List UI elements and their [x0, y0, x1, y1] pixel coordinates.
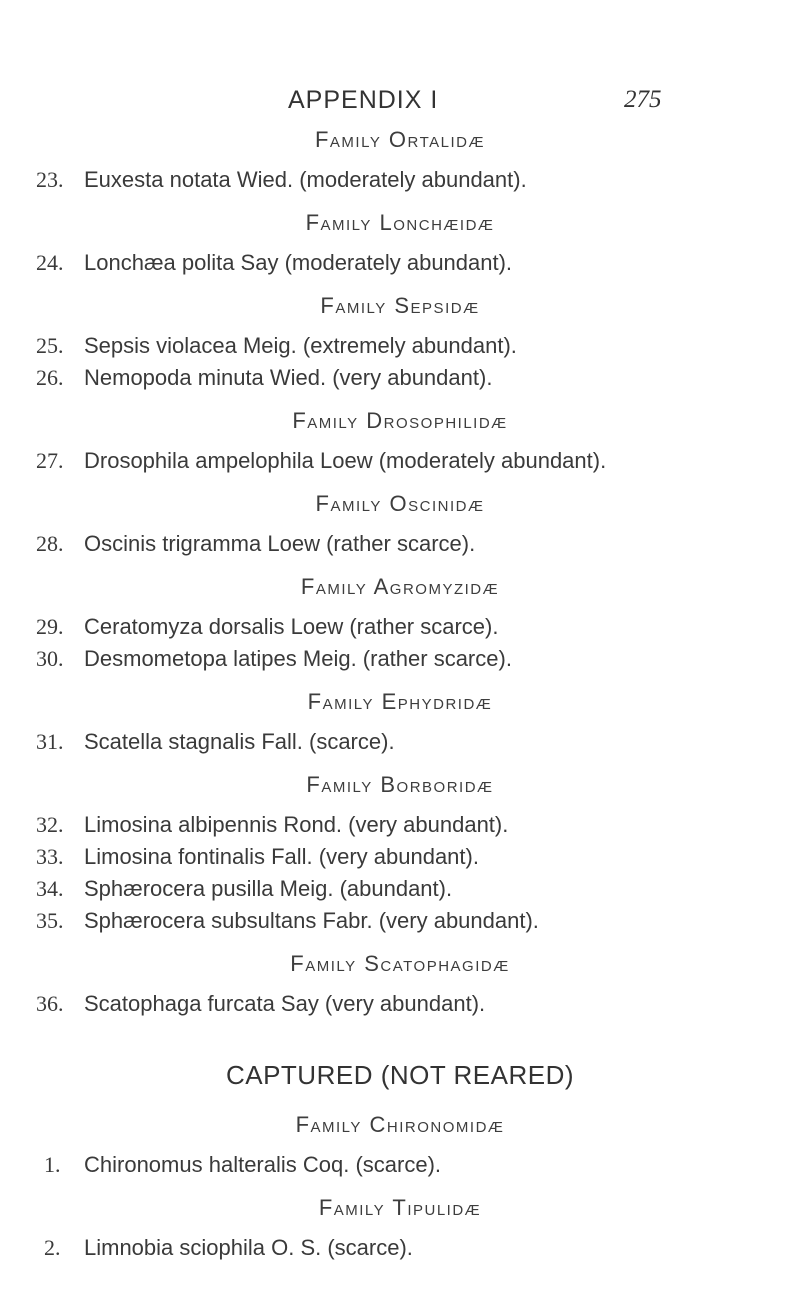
- species-entry: [36, 448, 606, 474]
- family-heading: Family Drosophilidæ: [292, 408, 508, 433]
- entry-number: 36.: [36, 991, 64, 1016]
- entry-text: Limnobia sciophila O. S. (scarce).: [84, 1235, 413, 1260]
- species-entry: [44, 1235, 413, 1261]
- entry-number: 35.: [36, 908, 64, 933]
- running-head: [0, 86, 800, 120]
- entry-number: 25.: [36, 333, 64, 358]
- entry-number: 1.: [44, 1152, 61, 1177]
- entry-number: 23.: [36, 167, 64, 192]
- section-heading: CAPTURED (NOT REARED): [225, 1060, 575, 1090]
- entry-text: Drosophila ampelophila Loew (moderately abundant).: [84, 448, 607, 473]
- family-heading: Family Ephydridæ: [307, 689, 493, 714]
- entry-text: Lonchæa polita Say (moderately abundant).: [84, 250, 513, 275]
- species-entry: [36, 729, 395, 755]
- family-heading: Family Chironomidæ: [295, 1112, 505, 1137]
- species-entry: [36, 531, 475, 557]
- species-entry: [44, 1152, 441, 1178]
- family-heading: Family Scatophagidæ: [290, 951, 510, 976]
- species-entry: [36, 333, 517, 359]
- species-entry: [36, 844, 479, 870]
- running-head-title: APPENDIX I: [288, 86, 439, 114]
- species-entry: [36, 876, 452, 902]
- entry-number: 29.: [36, 614, 64, 639]
- species-entry: [36, 167, 527, 193]
- entry-text: Ceratomyza dorsalis Loew (rather scarce).: [84, 614, 499, 639]
- entry-text: Nemopoda minuta Wied. (very abundant).: [84, 365, 493, 390]
- species-entry: [36, 250, 512, 276]
- page-number: 275: [624, 86, 662, 113]
- species-entry: [36, 646, 512, 672]
- family-heading: Family Tipulidæ: [318, 1195, 482, 1220]
- entry-text: Limosina fontinalis Fall. (very abundant).: [84, 844, 479, 869]
- entry-text: Sepsis violacea Meig. (extremely abundant).: [84, 333, 517, 358]
- entry-number: 33.: [36, 844, 64, 869]
- entry-text: Sphærocera pusilla Meig. (abundant).: [84, 876, 453, 901]
- entry-number: 31.: [36, 729, 64, 754]
- species-entry: [36, 365, 492, 391]
- family-heading: Family Ortalidæ: [314, 127, 486, 152]
- entry-number: 34.: [36, 876, 64, 901]
- family-heading: Family Borboridæ: [306, 772, 494, 797]
- entry-text: Desmometopa latipes Meig. (rather scarce).: [84, 646, 512, 671]
- family-heading: Family Lonchæidæ: [305, 210, 495, 235]
- species-entry: [36, 908, 539, 934]
- species-entry: [36, 614, 498, 640]
- entry-text: Oscinis trigramma Loew (rather scarce).: [84, 531, 476, 556]
- entry-number: 30.: [36, 646, 64, 671]
- entry-number: 24.: [36, 250, 64, 275]
- family-heading: Family Agromyzidæ: [300, 574, 500, 599]
- entry-text: Euxesta notata Wied. (moderately abundant).: [84, 167, 527, 192]
- species-entry: [36, 991, 485, 1017]
- entry-number: 28.: [36, 531, 64, 556]
- entry-text: Chironomus halteralis Coq. (scarce).: [84, 1152, 442, 1177]
- family-heading: Family Oscinidæ: [315, 491, 485, 516]
- entry-number: 27.: [36, 448, 64, 473]
- entry-number: 2.: [44, 1235, 61, 1260]
- entry-text: Scatella stagnalis Fall. (scarce).: [84, 729, 395, 754]
- entry-text: Sphærocera subsultans Fabr. (very abundant).: [84, 908, 539, 933]
- species-entry: [36, 812, 508, 838]
- entry-number: 26.: [36, 365, 64, 390]
- entry-text: Scatophaga furcata Say (very abundant).: [84, 991, 486, 1016]
- family-heading: Family Sepsidæ: [320, 293, 480, 318]
- entry-text: Limosina albipennis Rond. (very abundant).: [84, 812, 509, 837]
- entry-number: 32.: [36, 812, 64, 837]
